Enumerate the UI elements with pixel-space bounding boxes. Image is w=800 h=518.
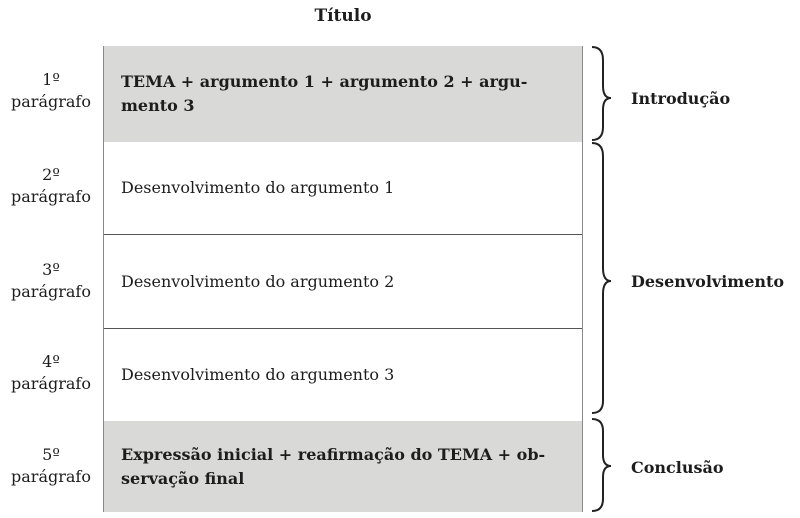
diagram-title: Título (314, 6, 372, 26)
development-brace (592, 143, 611, 413)
paragraph-ordinal: 1º (42, 70, 60, 89)
paragraph-ordinal: 2º (42, 165, 60, 184)
paragraph-ordinal: 4º (42, 352, 60, 371)
introduction-brace (592, 47, 611, 140)
paragraph-content: TEMA + argumento 1 + argumento 2 + argu- mento 3 (121, 72, 528, 115)
paragraph-word: parágrafo (11, 187, 91, 206)
paragraph-word: parágrafo (11, 467, 91, 486)
conclusion-brace (592, 419, 611, 511)
paragraph-content: Desenvolvimento do argumento 1 (121, 178, 395, 197)
paragraph-content: Expressão inicial + reafirmação do TEMA + ob- servação final (121, 444, 546, 488)
paragraph-word: parágrafo (11, 282, 91, 301)
section-label-introduction: Introdução (631, 89, 731, 108)
section-label-development: Desenvolvimento (631, 272, 785, 291)
paragraph-content: Desenvolvimento do argumento 2 (121, 271, 395, 291)
paragraph-ordinal: 3º (42, 260, 60, 279)
paragraph-word: parágrafo (11, 92, 91, 111)
section-label-conclusion: Conclusão (631, 458, 724, 477)
paragraph-content: Desenvolvimento do argumento 3 (121, 365, 395, 384)
paragraph-ordinal: 5º (42, 445, 60, 464)
paragraph-word: parágrafo (11, 374, 91, 393)
